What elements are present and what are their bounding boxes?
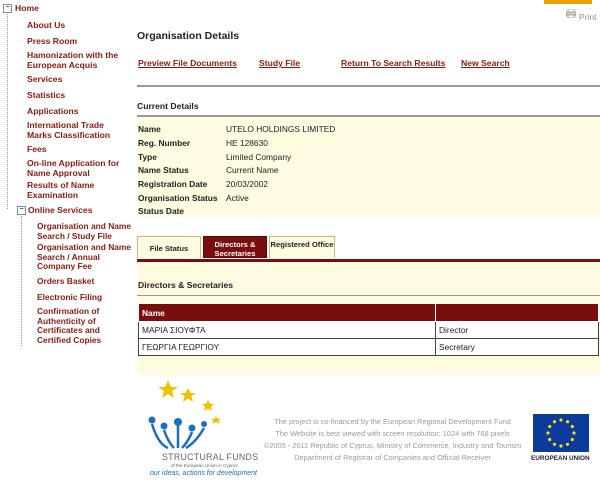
tree-line [7, 14, 8, 209]
detail-label: Organisation Status [138, 193, 218, 203]
print-link[interactable]: Print [579, 12, 597, 22]
sidebar-item-statistics[interactable]: Statistics [27, 90, 66, 100]
eu-stars [533, 414, 589, 452]
table-header-row [139, 304, 599, 322]
structural-funds-subtitle: of the European Union in Cyprus [171, 463, 238, 468]
current-details-heading: Current Details [137, 101, 199, 111]
sidebar-item-name-results[interactable]: Results of Name Examination [27, 180, 95, 200]
sidebar-item-home[interactable]: Home [15, 3, 39, 13]
detail-label: Reg. Number [138, 138, 191, 148]
detail-label: Name [138, 124, 161, 134]
preview-documents-link[interactable]: Preview File Documents [138, 58, 237, 68]
director-name: ΜΑΡΙΑ ΣΙΟΥΦΤΑ [139, 322, 436, 339]
sidebar-item-services[interactable]: Services [27, 74, 63, 84]
sidebar-item-fees[interactable]: Fees [27, 144, 47, 154]
tab-directors-secretaries[interactable]: Directors & Secretaries [203, 236, 267, 258]
structural-funds-logo [138, 378, 238, 453]
sidebar-item-online-application[interactable]: On-line Application for Name Approval [27, 158, 120, 178]
sidebar [0, 0, 132, 360]
secretary-name: ΓΕΩΡΓΙΑ ΓΕΩΡΓΙΟΥ [139, 339, 436, 356]
details-panel [137, 115, 600, 217]
panel-title: Directors & Secretaries [138, 280, 234, 290]
directors-panel [137, 259, 600, 375]
footer-resolution: The Website is best viewed with screen resolution: 1024 with 768 pixels [275, 429, 510, 438]
column-header-role [436, 304, 599, 322]
director-role: Director [436, 322, 599, 339]
divider [137, 295, 600, 296]
top-accent-bar [544, 0, 592, 4]
tab-registered-office[interactable]: Registered Office [269, 236, 335, 258]
detail-label: Status Date [138, 206, 185, 216]
new-search-link[interactable]: New Search [461, 58, 510, 68]
detail-label: Type [138, 152, 157, 162]
structural-funds-title: STRUCTURAL FUNDS [162, 452, 259, 462]
sidebar-item-about-us[interactable]: About Us [27, 20, 66, 30]
tree-line [21, 216, 22, 346]
sidebar-item-online-services[interactable]: Online Services [28, 205, 93, 215]
detail-label: Name Status [138, 165, 189, 175]
detail-value-reg-number: HE 128630 [226, 138, 268, 148]
divider [137, 85, 600, 87]
structural-funds-tagline: our ideas, actions for development [150, 470, 258, 477]
detail-label: Registration Date [138, 179, 208, 189]
secretary-role: Secretary [436, 339, 599, 356]
sidebar-item-applications[interactable]: Applications [27, 106, 79, 116]
directors-table [138, 303, 599, 356]
eu-flag-icon [533, 414, 589, 452]
return-to-results-link[interactable]: Return To Search Results [341, 58, 446, 68]
footer-copyright: ©2005 - 2011 Republic of Cyprus, Ministry of Commerce, Industry and Tourism [263, 441, 522, 450]
sidebar-item-annual-fee[interactable]: Organisation and Name Search / Annual Company Fee [37, 242, 132, 272]
sidebar-item-study-file[interactable]: Organisation and Name Search / Study File [37, 221, 132, 241]
printer-icon[interactable] [566, 9, 576, 18]
detail-value-name-status: Current Name [226, 165, 279, 175]
collapse-icon[interactable]: − [17, 206, 26, 215]
detail-value-org-status: Active [226, 193, 249, 203]
page-title: Organisation Details [137, 30, 240, 42]
sidebar-item-trade-marks[interactable]: International Trade Marks Classification [27, 120, 111, 140]
sidebar-item-harmonization[interactable]: Hamonization with the European Acquis [27, 50, 119, 70]
footer-department: Department of Registrar of Companies and Official Receiver [294, 453, 491, 462]
collapse-icon[interactable]: − [3, 4, 12, 13]
footer-cofinanced: The project is co-financed by the European Regional Development Fund [274, 417, 511, 426]
detail-value-name: UTELO HOLDINGS LIMITED [226, 124, 336, 134]
sidebar-item-electronic-filing[interactable]: Electronic Filing [37, 292, 103, 302]
column-header-name: Name [139, 304, 436, 322]
eu-label: EUROPEAN UNION [531, 455, 590, 462]
sidebar-item-orders-basket[interactable]: Orders Basket [37, 276, 95, 286]
detail-value-registration-date: 20/03/2002 [226, 179, 268, 189]
table-row [139, 322, 599, 339]
detail-value-type: Limited Company [226, 152, 292, 162]
table-row [139, 339, 599, 356]
study-file-link[interactable]: Study File [259, 58, 301, 68]
sidebar-item-press-room[interactable]: Press Room [27, 36, 78, 46]
tab-file-status[interactable]: File Status [137, 236, 201, 258]
sidebar-item-confirmation[interactable]: Confirmation of Authenticity of Certificates and Certified Copies [37, 306, 102, 345]
